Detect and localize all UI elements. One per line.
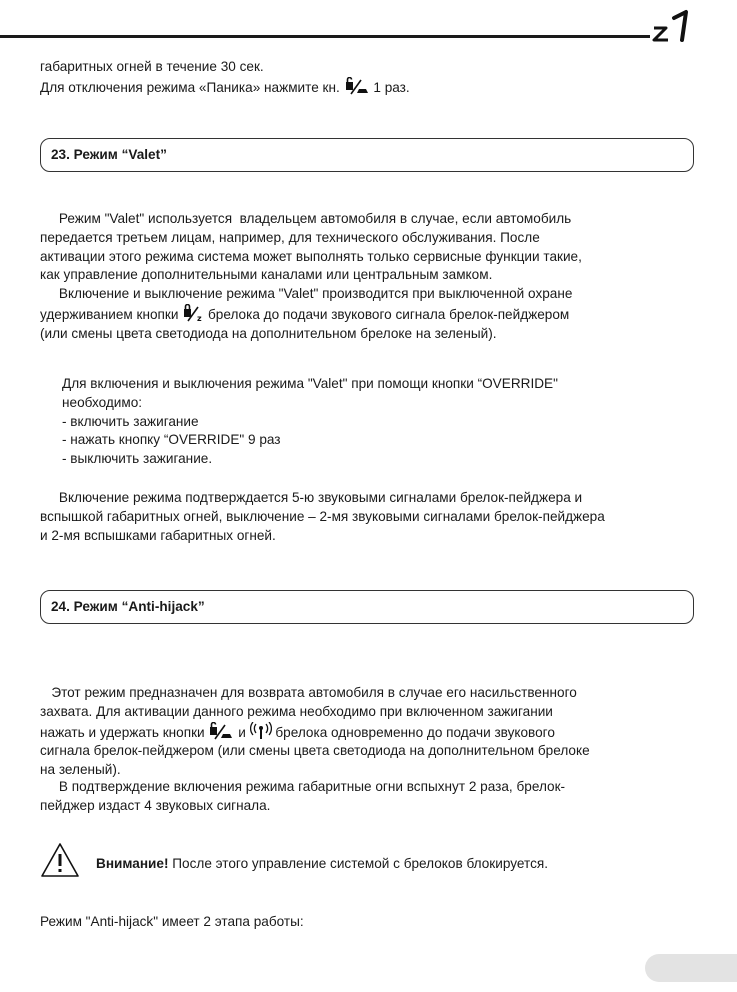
- section-24-title: 24. Режим “Anti-hijack”: [51, 599, 205, 614]
- text-line: Этот режим предназначен для возврата автомобиля в случае его насильственного: [40, 685, 577, 700]
- warning-note: [96, 855, 548, 874]
- intro-text: Для отключения режима «Паника» нажмите кн.: [40, 80, 340, 95]
- antenna-signal-icon: [250, 722, 272, 740]
- text-line: на зеленый).: [40, 762, 121, 778]
- text-line: Включение режима подтверждается 5-ю звуковыми сигналами брелок-пейджера и: [40, 490, 583, 505]
- text-line: пейджер издаст 4 звуковых сигнала.: [40, 797, 271, 813]
- text-line: удерживанием кнопки: [40, 306, 179, 322]
- unlock-trunk-icon: [344, 77, 370, 95]
- text-line: брелока одновременно до подачи звукового: [275, 724, 555, 740]
- svg-text:z: z: [197, 313, 202, 322]
- text-line: активации этого режима система может выполнять только сервисные функции такие,: [40, 248, 582, 264]
- text-line: В подтверждение включения режима габаритные огни вспыхнут 2 раза, брелок-: [40, 779, 566, 794]
- text-line: и 2-мя вспышками габаритных огней.: [40, 527, 276, 543]
- text-line: Для включения и выключения режима "Valet" при помощи кнопки “OVERRIDE": [62, 376, 558, 391]
- intro-text-end: 1 раз.: [373, 80, 410, 95]
- section-23-p1: [40, 210, 582, 285]
- text-line: Включение и выключение режима "Valet" производится при выключенной охране: [40, 286, 573, 301]
- text-line: необходимо:: [62, 394, 143, 410]
- warning-text: После этого управление системой с брелоков блокируется.: [168, 856, 548, 871]
- text-line: Режим "Valet" используется владельцем автомобиля в случае, если автомобиль: [40, 211, 572, 226]
- intro-line-1: габаритных огней в течение 30 сек.: [40, 59, 264, 74]
- section-23-p3: [62, 375, 558, 469]
- warning-triangle-icon: [40, 842, 80, 878]
- section-24-header: [40, 590, 694, 624]
- text-line: вспышкой габаритных огней, выключение – 2-мя звуковыми сигналами брелок-пейджера: [40, 508, 605, 524]
- header-rule: [0, 35, 650, 38]
- list-item: - нажать кнопку “OVERRIDE" 9 раз: [62, 432, 281, 448]
- section-23-p2: [40, 285, 572, 343]
- text-line: (или смены цвета светодиода на дополнительном брелоке на зеленый).: [40, 325, 497, 341]
- section-23-header: [40, 138, 694, 172]
- section-24-p2: [40, 778, 565, 816]
- list-item: - выключить зажигание.: [62, 451, 213, 467]
- text-line: захвата. Для активации данного режима необходимо при включенном зажигании: [40, 703, 553, 719]
- text-line: как управление дополнительными каналами или центральным замком.: [40, 267, 493, 283]
- text-line: сигнала брелок-пейджером (или смены цвета светодиода на дополнительном брелоке: [40, 743, 590, 759]
- stages-line: Режим "Anti-hijack" имеет 2 этапа работы:: [40, 914, 304, 929]
- list-item: - включить зажигание: [62, 413, 199, 429]
- page-number-tab: [645, 954, 737, 982]
- brand-logo: [646, 6, 716, 42]
- text-line: передается третьем лицам, например, для технического обслуживания. После: [40, 229, 540, 245]
- section-24-p1: [40, 684, 590, 780]
- intro-line-2: [40, 77, 410, 98]
- text-line: брелока до подачи звукового сигнала брелок-пейджером: [207, 306, 570, 322]
- text-line: и: [238, 724, 246, 740]
- unlock-trunk-icon: [208, 722, 234, 740]
- warning-label: Внимание!: [96, 856, 169, 871]
- section-23-title: 23. Режим “Valet”: [51, 147, 167, 162]
- section-23-p4: [40, 489, 605, 545]
- text-line: нажать и удержать кнопки: [40, 724, 205, 740]
- lock-z-icon: [182, 304, 204, 322]
